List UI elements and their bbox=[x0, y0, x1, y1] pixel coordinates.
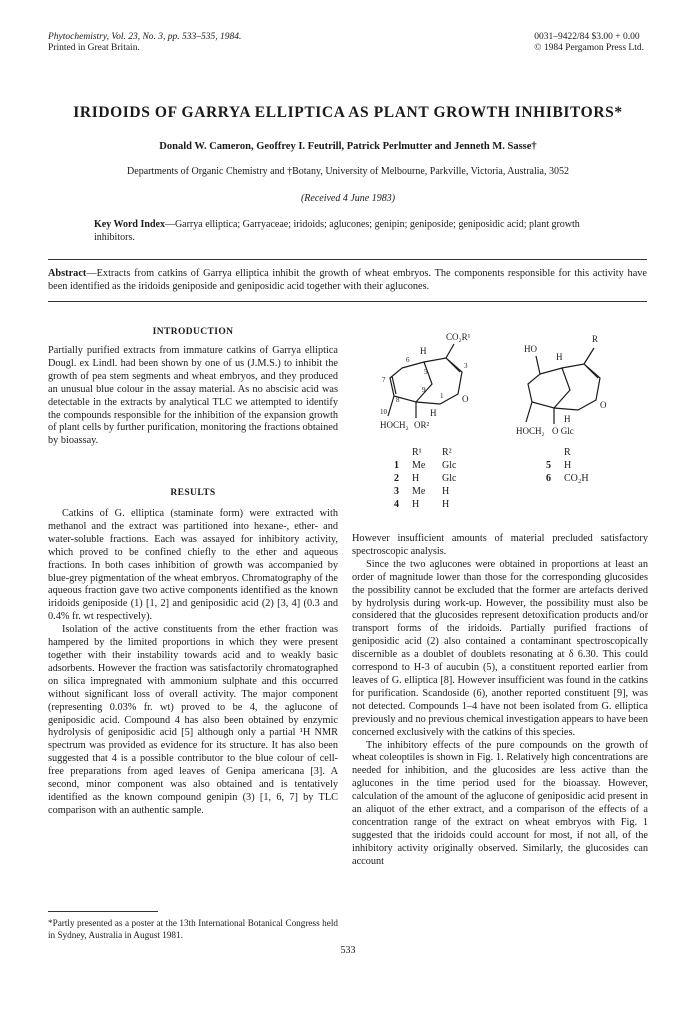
compound-row bbox=[546, 459, 594, 472]
pyran-ring-left bbox=[416, 358, 462, 404]
section-heading-results: RESULTS bbox=[170, 488, 216, 498]
introduction-text bbox=[48, 345, 338, 448]
atom-3: 3 bbox=[464, 362, 468, 370]
atom-5: 5 bbox=[424, 368, 428, 376]
structure-figure bbox=[350, 322, 650, 510]
compound-number: 5 bbox=[546, 460, 551, 471]
header-r1: R¹ bbox=[412, 447, 422, 458]
keyword-text: —Garrya elliptica; Garryaceae; iridoids; aglucones; genipin; geniposide; geniposidic acid; plant growth inhibitors. bbox=[94, 219, 580, 243]
compound-row bbox=[394, 485, 472, 498]
article-code: 0031–9422/84 $3.00 + 0.00 bbox=[534, 32, 640, 42]
atom-7: 7 bbox=[382, 376, 386, 384]
header-r: R bbox=[564, 447, 571, 458]
publisher-header bbox=[534, 32, 644, 54]
compound-number: 6 bbox=[546, 473, 551, 484]
cyclopentane-ring-right bbox=[528, 368, 570, 408]
received-date: (Received 4 June 1983) bbox=[300, 193, 396, 204]
label-o-right: O bbox=[600, 400, 607, 410]
compound-row bbox=[394, 472, 472, 485]
introduction-paragraph: Partially purified extracts from immature catkins of Garrya elliptica Dougl. ex Lindl. had been shown by one of us (J.M.S.) to inhibit the growth of pea stem segments and wheat embryos, and they produced an unusual blue colour in the assay material. As no abscisic acid was detectable in the extracts by analytical TLC we attempted to identify the compounds responsible for the inhibition of the expansion growth of plant cells by further purification, monitoring the fractions obtained by bioassay. bbox=[48, 345, 338, 447]
divider-bottom bbox=[48, 301, 647, 302]
atom-10: 10 bbox=[380, 408, 387, 416]
right-column-text bbox=[352, 533, 648, 869]
body-paragraph: The inhibitory effects of the pure compounds on the growth of wheat coleoptiles is shown in Fig. 1. Relatively high concentrations are needed for inhibition, and the glucosides are less active than the aglucones in the time period used for the bioassay. However, calculation of the amount of the aglucone of geniposidic acid present in an aliquot of the ether extract, and a comparison of the effects of a concentration range of the extract on wheat embryos with Fig. 1 suggested that the iridoids could account for most, if not all, of the inhibitory activity originally observed. Similarly, the glucosides can account bbox=[352, 739, 648, 867]
atom-8: 8 bbox=[396, 396, 400, 404]
label-h-bottom-right: H bbox=[564, 414, 571, 424]
label-r-right: R bbox=[592, 334, 599, 344]
label-ho: HO bbox=[524, 344, 537, 354]
results-paragraph: Isolation of the active constituents from the ether fraction was hampered by the limited proportions in which they were present together with their instability towards acid and to weakly basic adsorbents. However the fraction was satisfactorily chromatographed on silica impregnated with ammonium sulphate and this occurred without significant loss of overall activity. The major component (representing 0.03% fr. wt) proved to be 4, the aglucone of geniposidic acid. Compound 4 has also been obtained by enzymic hydrolysis of geniposidic acid [5] although only a partial ¹H NMR spectrum was provided as evidence for its structure. It has also been suggested that 4 is a possible contributor to the blue colour of cell-free preparations from aged leaves of Genipa americana [3]. A second, minor component was also obtained and is tentatively identified as the known compound genipin (3) [1, 6, 7] by TLC comparison with an authentic sample. bbox=[48, 624, 338, 816]
abstract bbox=[48, 267, 647, 293]
compound-r: H bbox=[564, 460, 572, 471]
abstract-label: Abstract bbox=[48, 268, 87, 279]
atom-1: 1 bbox=[440, 392, 444, 400]
footnote: *Partly presented as a poster at the 13th International Botanical Congress held in Sydney, Australia in August 1981. bbox=[48, 918, 338, 940]
label-hoch2-left: HOCH₂ bbox=[380, 420, 409, 430]
compound-number: 3 bbox=[394, 486, 399, 497]
keyword-index bbox=[94, 218, 604, 244]
label-hoch2-right: HOCH₂ bbox=[516, 426, 545, 436]
footnote-divider bbox=[48, 911, 158, 912]
pyran-ring-right bbox=[554, 364, 600, 410]
section-heading-introduction: INTRODUCTION bbox=[152, 327, 234, 337]
results-text bbox=[48, 508, 338, 818]
compound-r1: H bbox=[412, 473, 420, 484]
label-h-bottom-left: H bbox=[430, 408, 437, 418]
page-number: 533 bbox=[340, 945, 356, 956]
label-h-top-left: H bbox=[420, 346, 427, 356]
journal-citation: Phytochemistry, Vol. 23, No. 3, pp. 533–535, 1984. bbox=[48, 32, 242, 42]
compound-number: 2 bbox=[394, 473, 399, 484]
paper-title: IRIDOIDS OF GARRYA ELLIPTICA AS PLANT GROWTH INHIBITORS* bbox=[73, 104, 623, 121]
keyword-label: Key Word Index bbox=[94, 219, 165, 230]
abstract-text: —Extracts from catkins of Garrya elliptica inhibit the growth of wheat embryos. The components responsible for this activity have been identified as the iridoids geniposide and geniposidic acid together with their aglucones. bbox=[48, 268, 647, 292]
label-oglc: O Glc bbox=[552, 426, 574, 436]
compound-r2: Glc bbox=[442, 460, 457, 471]
results-paragraph: Catkins of G. elliptica (staminate form) were extracted with methanol and the extract was partitioned into hexane-, ether- and water-soluble fractions. Each was assayed for inhibitory activity, which proved to be confined chiefly to the ether and aqueous fractions. In both cases inhibition of growth was accompanied by blue-grey pigmentation of the wheat embryos. Chromatography of the aqueous fraction gave two active components identified as the known iridoids geniposide (1) [1, 2] and geniposidic acid (2) [3, 4] (0.3 and 0.4% fr. wt respectively). bbox=[48, 508, 338, 623]
body-paragraph: Since the two aglucones were obtained in proportions at least an order of magnitude lower than those for the corresponding glucosides the possibility cannot be excluded that the former are artefacts derived by hydrolysis during work-up. However, the possibility must also be considered that the glucosides represent detoxification products and/or transport forms of the iridoids. Partially purified fractions of geniposidic acid (2) also contained a contaminant spectroscopically discernible as a doublet of doublets resonating at δ 6.30. This could correspond to H-3 of aucubin (5), a constituent reported earlier from leaves of G. elliptica [8]. However insufficient was found in the catkins for purification. Scandoside (6), another reported constituent [9], was not detected. Compounds 1–4 have not been isolated from G. elliptica previously and no previous chemical investigation appears to have been concerned exclusively with the catkins of this species. bbox=[352, 558, 648, 738]
journal-header bbox=[48, 32, 241, 54]
copyright-line: © 1984 Pergamon Press Ltd. bbox=[534, 43, 644, 53]
printed-location: Printed in Great Britain. bbox=[48, 43, 140, 53]
compound-r1: Me bbox=[412, 460, 426, 471]
compound-row bbox=[394, 459, 472, 472]
compound-r1: Me bbox=[412, 486, 426, 497]
atom-9: 9 bbox=[422, 386, 426, 394]
label-h-top-right: H bbox=[556, 352, 563, 362]
label-o-left: O bbox=[462, 394, 469, 404]
compound-row bbox=[394, 498, 472, 511]
compound-number: 1 bbox=[394, 460, 399, 471]
compound-table-header bbox=[394, 446, 472, 459]
compound-row bbox=[546, 472, 594, 485]
compound-r2: H bbox=[442, 499, 450, 510]
author-list: Donald W. Cameron, Geoffrey I. Feutrill, Patrick Perlmutter and Jenneth M. Sasse† bbox=[159, 141, 537, 152]
header-r2: R² bbox=[442, 447, 452, 458]
affiliation: Departments of Organic Chemistry and †Botany, University of Melbourne, Parkville, Victoria, Australia, 3052 bbox=[127, 166, 569, 177]
compound-table-left bbox=[394, 446, 472, 511]
compound-table-right bbox=[546, 446, 594, 485]
compound-r2: Glc bbox=[442, 473, 457, 484]
divider-top bbox=[48, 259, 647, 260]
compound-table-header bbox=[546, 446, 594, 459]
atom-6: 6 bbox=[406, 356, 410, 364]
label-co2r1: CO₂R¹ bbox=[446, 332, 471, 342]
compound-r2: H bbox=[442, 486, 450, 497]
compound-number: 4 bbox=[394, 499, 399, 510]
compound-r: CO₂H bbox=[564, 473, 589, 484]
compound-r1: H bbox=[412, 499, 420, 510]
label-or2: OR² bbox=[414, 420, 430, 430]
body-paragraph: However insufficient amounts of material precluded satisfactory spectroscopic analysis. bbox=[352, 533, 648, 557]
